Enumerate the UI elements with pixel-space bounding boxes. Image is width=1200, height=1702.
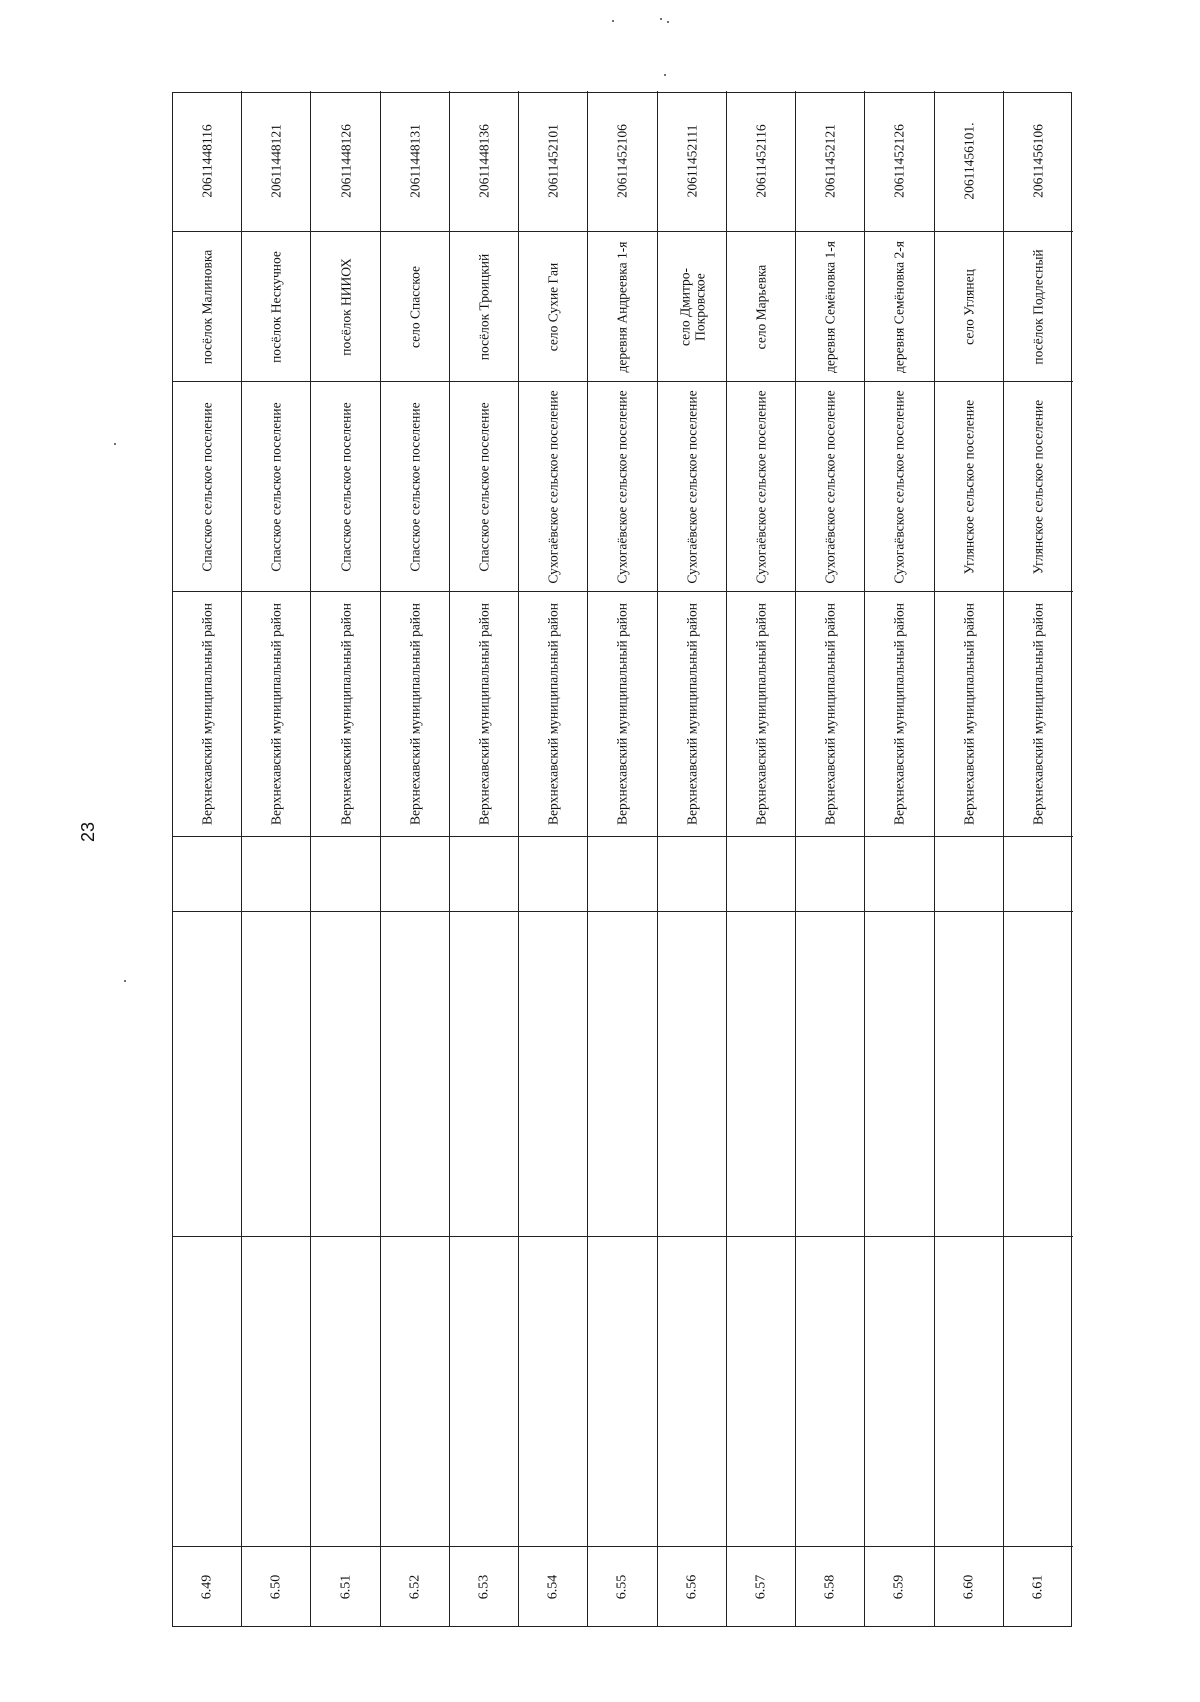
locality-cell-text: посёлок НИИОХ bbox=[338, 257, 354, 356]
locality-cell bbox=[865, 231, 934, 381]
empty-cell bbox=[173, 911, 242, 1236]
settlement-cell-text: Углянское сельское поселение bbox=[1030, 399, 1046, 574]
row-number-cell-text: 6.55 bbox=[614, 1574, 630, 1599]
locality-table bbox=[172, 92, 1072, 1627]
settlement-cell bbox=[658, 381, 727, 591]
empty-cell bbox=[588, 836, 657, 911]
oktmo-code-cell bbox=[588, 91, 657, 231]
oktmo-code-cell bbox=[381, 91, 450, 231]
settlement-cell-text: Спасское сельское поселение bbox=[476, 401, 492, 572]
table-row bbox=[588, 93, 657, 1626]
table-row bbox=[450, 93, 519, 1626]
empty-cell bbox=[311, 911, 380, 1236]
settlement-cell bbox=[311, 381, 380, 591]
empty-cell bbox=[311, 1236, 380, 1546]
scan-speck bbox=[667, 21, 669, 23]
table-row bbox=[1004, 93, 1073, 1626]
oktmo-code-cell bbox=[311, 91, 380, 231]
oktmo-code-cell-text: 20611448136 bbox=[476, 124, 492, 198]
empty-cell bbox=[381, 911, 450, 1236]
empty-cell bbox=[519, 836, 588, 911]
oktmo-code-cell-text: 20611452126 bbox=[891, 124, 907, 198]
oktmo-code-cell bbox=[519, 91, 588, 231]
scan-speck bbox=[612, 20, 614, 22]
empty-cell bbox=[935, 1236, 1004, 1546]
district-cell-text: Верхнехавский муниципальный район bbox=[1030, 602, 1046, 826]
district-cell bbox=[727, 591, 796, 836]
empty-cell bbox=[865, 836, 934, 911]
settlement-cell-text: Спасское сельское поселение bbox=[199, 401, 215, 572]
table-row bbox=[173, 93, 242, 1626]
empty-cell bbox=[796, 836, 865, 911]
row-number-cell bbox=[173, 1546, 242, 1626]
empty-cell bbox=[242, 836, 311, 911]
district-cell bbox=[173, 591, 242, 836]
locality-cell-text: село Марьевка bbox=[753, 264, 769, 349]
district-cell-text: Верхнехавский муниципальный район bbox=[545, 602, 561, 826]
oktmo-code-cell bbox=[935, 91, 1004, 231]
locality-cell-text: посёлок Малиновка bbox=[199, 249, 215, 364]
row-number-cell bbox=[1004, 1546, 1073, 1626]
oktmo-code-cell bbox=[173, 91, 242, 231]
oktmo-code-cell-text: 20611448131 bbox=[407, 124, 423, 198]
locality-cell-text: посёлок Нескучное bbox=[268, 250, 284, 363]
row-number-cell-text: 6.60 bbox=[961, 1574, 977, 1599]
row-number-cell bbox=[658, 1546, 727, 1626]
settlement-cell bbox=[242, 381, 311, 591]
scan-speck bbox=[124, 980, 126, 982]
oktmo-code-cell-text: 20611452111 bbox=[684, 124, 700, 198]
district-cell bbox=[519, 591, 588, 836]
table-row bbox=[242, 93, 311, 1626]
locality-cell-text: деревня Семёновка 1-я bbox=[822, 240, 838, 373]
oktmo-code-cell-text: 20611448121 bbox=[268, 124, 284, 198]
row-number-cell-text: 6.56 bbox=[684, 1574, 700, 1599]
empty-cell bbox=[865, 1236, 934, 1546]
locality-cell-text: село Спасское bbox=[407, 265, 423, 348]
settlement-cell-text: Сухогаёвское сельское поселение bbox=[891, 389, 907, 584]
row-number-cell-text: 6.54 bbox=[545, 1574, 561, 1599]
row-number-cell bbox=[865, 1546, 934, 1626]
district-cell bbox=[658, 591, 727, 836]
settlement-cell bbox=[865, 381, 934, 591]
district-cell bbox=[935, 591, 1004, 836]
empty-cell bbox=[796, 1236, 865, 1546]
empty-cell bbox=[865, 911, 934, 1236]
locality-cell-text: посёлок Троицкий bbox=[476, 253, 492, 360]
row-number-cell-text: 6.58 bbox=[822, 1574, 838, 1599]
district-cell-text: Верхнехавский муниципальный район bbox=[961, 602, 977, 826]
locality-cell-text: село Дмитро-Покровское bbox=[676, 267, 707, 346]
settlement-cell bbox=[588, 381, 657, 591]
oktmo-code-cell-text: 20611452121 bbox=[822, 124, 838, 198]
empty-cell bbox=[1004, 1236, 1073, 1546]
locality-cell bbox=[796, 231, 865, 381]
table-row bbox=[381, 93, 450, 1626]
row-number-cell bbox=[796, 1546, 865, 1626]
empty-cell bbox=[935, 836, 1004, 911]
empty-cell bbox=[658, 911, 727, 1236]
empty-cell bbox=[242, 911, 311, 1236]
settlement-cell-text: Спасское сельское поселение bbox=[268, 401, 284, 572]
locality-cell bbox=[935, 231, 1004, 381]
empty-cell bbox=[381, 1236, 450, 1546]
empty-cell bbox=[450, 1236, 519, 1546]
locality-cell bbox=[450, 231, 519, 381]
row-number-cell bbox=[519, 1546, 588, 1626]
district-cell bbox=[242, 591, 311, 836]
empty-cell bbox=[173, 1236, 242, 1546]
locality-cell bbox=[381, 231, 450, 381]
oktmo-code-cell bbox=[727, 91, 796, 231]
empty-cell bbox=[588, 1236, 657, 1546]
scan-speck bbox=[660, 18, 662, 20]
locality-cell bbox=[242, 231, 311, 381]
settlement-cell bbox=[173, 381, 242, 591]
table-row bbox=[935, 93, 1004, 1626]
oktmo-code-cell bbox=[450, 91, 519, 231]
locality-cell bbox=[588, 231, 657, 381]
locality-cell bbox=[658, 231, 727, 381]
empty-cell bbox=[450, 911, 519, 1236]
row-number-cell-text: 6.50 bbox=[268, 1574, 284, 1599]
district-cell bbox=[588, 591, 657, 836]
table-row bbox=[727, 93, 796, 1626]
row-number-cell bbox=[935, 1546, 1004, 1626]
district-cell-text: Верхнехавский муниципальный район bbox=[822, 602, 838, 826]
empty-cell bbox=[1004, 911, 1073, 1236]
oktmo-code-cell-text: 20611452106 bbox=[614, 124, 630, 198]
oktmo-code-cell bbox=[796, 91, 865, 231]
district-cell-text: Верхнехавский муниципальный район bbox=[338, 602, 354, 826]
row-number-cell bbox=[450, 1546, 519, 1626]
empty-cell bbox=[242, 1236, 311, 1546]
row-number-cell-text: 6.49 bbox=[199, 1574, 215, 1599]
empty-cell bbox=[727, 911, 796, 1236]
oktmo-code-cell-text: 20611456101. bbox=[961, 122, 977, 200]
locality-cell-text: село Сухие Гаи bbox=[545, 262, 561, 351]
empty-cell bbox=[519, 911, 588, 1236]
oktmo-code-cell-text: 20611448126 bbox=[338, 124, 354, 198]
settlement-cell-text: Углянское сельское поселение bbox=[961, 399, 977, 574]
settlement-cell bbox=[935, 381, 1004, 591]
empty-cell bbox=[173, 836, 242, 911]
row-number-cell bbox=[311, 1546, 380, 1626]
empty-cell bbox=[658, 836, 727, 911]
settlement-cell bbox=[450, 381, 519, 591]
locality-cell bbox=[311, 231, 380, 381]
empty-cell bbox=[1004, 836, 1073, 911]
row-number-cell bbox=[381, 1546, 450, 1626]
row-number-cell bbox=[242, 1546, 311, 1626]
settlement-cell-text: Спасское сельское поселение bbox=[407, 401, 423, 572]
settlement-cell-text: Сухогаёвское сельское поселение bbox=[614, 389, 630, 584]
empty-cell bbox=[727, 1236, 796, 1546]
row-number-cell-text: 6.51 bbox=[338, 1574, 354, 1599]
row-number-cell-text: 6.53 bbox=[476, 1574, 492, 1599]
empty-cell bbox=[588, 911, 657, 1236]
empty-cell bbox=[727, 836, 796, 911]
settlement-cell bbox=[727, 381, 796, 591]
district-cell-text: Верхнехавский муниципальный район bbox=[199, 602, 215, 826]
settlement-cell-text: Сухогаёвское сельское поселение bbox=[545, 389, 561, 584]
locality-cell-text: село Углянец bbox=[961, 268, 977, 345]
locality-cell bbox=[519, 231, 588, 381]
district-cell-text: Верхнехавский муниципальный район bbox=[476, 602, 492, 826]
table-row bbox=[519, 93, 588, 1626]
locality-cell-text: деревня Семёновка 2-я bbox=[891, 240, 907, 373]
district-cell-text: Верхнехавский муниципальный район bbox=[268, 602, 284, 826]
empty-cell bbox=[658, 1236, 727, 1546]
scan-speck bbox=[114, 443, 116, 445]
locality-cell-text: посёлок Подлесный bbox=[1030, 248, 1046, 365]
settlement-cell bbox=[381, 381, 450, 591]
empty-cell bbox=[935, 911, 1004, 1236]
empty-cell bbox=[311, 836, 380, 911]
district-cell-text: Верхнехавский муниципальный район bbox=[891, 602, 907, 826]
locality-cell bbox=[727, 231, 796, 381]
row-number-cell bbox=[727, 1546, 796, 1626]
empty-cell bbox=[796, 911, 865, 1236]
district-cell bbox=[796, 591, 865, 836]
locality-cell bbox=[1004, 231, 1073, 381]
table-row bbox=[658, 93, 727, 1626]
settlement-cell bbox=[796, 381, 865, 591]
empty-cell bbox=[519, 1236, 588, 1546]
settlement-cell-text: Сухогаёвское сельское поселение bbox=[684, 389, 700, 584]
table-row bbox=[311, 93, 380, 1626]
district-cell bbox=[450, 591, 519, 836]
scan-speck bbox=[664, 74, 666, 76]
row-number-cell-text: 6.57 bbox=[753, 1574, 769, 1599]
oktmo-code-cell bbox=[242, 91, 311, 231]
table-row bbox=[796, 93, 865, 1626]
settlement-cell-text: Сухогаёвское сельское поселение bbox=[822, 389, 838, 584]
oktmo-code-cell-text: 20611456106 bbox=[1030, 124, 1046, 198]
oktmo-code-cell-text: 20611452101 bbox=[545, 124, 561, 198]
row-number-cell-text: 6.59 bbox=[891, 1574, 907, 1599]
district-cell bbox=[1004, 591, 1073, 836]
settlement-cell bbox=[519, 381, 588, 591]
page-number: 23 bbox=[78, 821, 98, 843]
district-cell-text: Верхнехавский муниципальный район bbox=[684, 602, 700, 826]
empty-cell bbox=[450, 836, 519, 911]
settlement-cell bbox=[1004, 381, 1073, 591]
oktmo-code-cell bbox=[1004, 91, 1073, 231]
district-cell bbox=[311, 591, 380, 836]
oktmo-code-cell-text: 20611452116 bbox=[753, 124, 769, 198]
district-cell-text: Верхнехавский муниципальный район bbox=[753, 602, 769, 826]
district-cell-text: Верхнехавский муниципальный район bbox=[407, 602, 423, 826]
table-row bbox=[865, 93, 934, 1626]
district-cell bbox=[865, 591, 934, 836]
settlement-cell-text: Сухогаёвское сельское поселение bbox=[753, 389, 769, 584]
row-number-cell-text: 6.52 bbox=[407, 1574, 423, 1599]
oktmo-code-cell-text: 20611448116 bbox=[199, 124, 215, 198]
oktmo-code-cell bbox=[658, 91, 727, 231]
row-number-cell-text: 6.61 bbox=[1030, 1574, 1046, 1599]
empty-cell bbox=[381, 836, 450, 911]
district-cell bbox=[381, 591, 450, 836]
district-cell-text: Верхнехавский муниципальный район bbox=[614, 602, 630, 826]
oktmo-code-cell bbox=[865, 91, 934, 231]
locality-cell-text: деревня Андреевка 1-я bbox=[614, 241, 630, 372]
locality-cell bbox=[173, 231, 242, 381]
settlement-cell-text: Спасское сельское поселение bbox=[338, 401, 354, 572]
row-number-cell bbox=[588, 1546, 657, 1626]
